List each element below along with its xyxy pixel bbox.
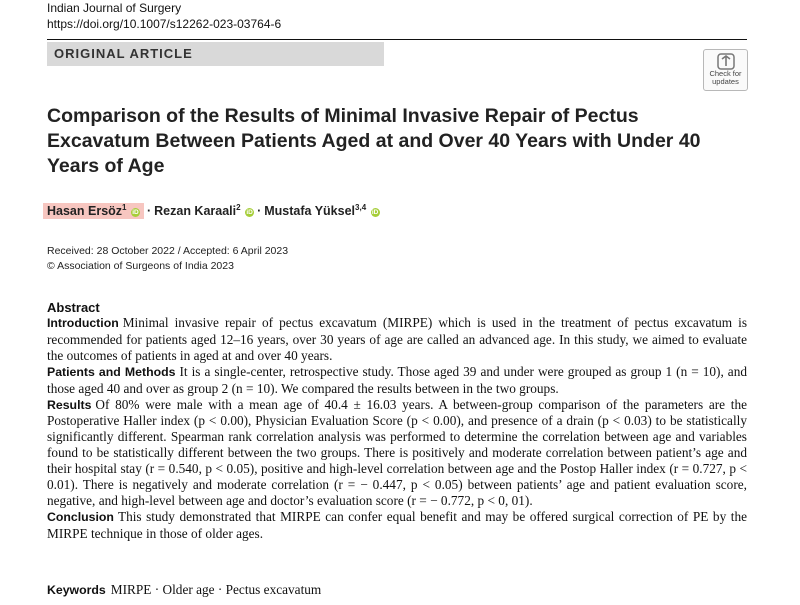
abstract-results [47, 397, 747, 509]
keywords-label: Keywords [47, 583, 106, 597]
check-updates-line1: Check for [709, 69, 742, 78]
keywords-text: MIRPE · Older age · Pectus excavatum [110, 582, 322, 597]
author-name: Hasan Ersöz [47, 204, 123, 218]
orcid-icon[interactable]: iD [132, 209, 139, 216]
abstract [47, 300, 747, 542]
author-name: Mustafa Yüksel [264, 204, 356, 218]
author-3[interactable] [264, 203, 379, 219]
section-text: Of 80% were male with a mean age of 40.4 ± 16.03 years. A between-group comparison of the parameters are the Postoperative Haller index (p < 0.00), Physician Evaluation Score (p < 0.00), and presence of a drain (p < 0.03) to be statistically significantly different. Spearman rank correlation analysis was performed to determine the correlation between age and variables found to be statistically different between the two groups. There is positively and moderate correlation between patient’s age and their hospital stay (r = 0.540, p < 0.05), positive and high-level correlation between age and the Postop Haller index (r = 0.727, p < 0.01). There is negatively and moderate correlation (r = − 0.447, p < 0.05) between patients’ age and patient evaluation score, negative, and high-level between age and doctor’s evaluation score (r = − 0.772, p < 0, 01). [47, 396, 747, 508]
section-label: Conclusion [47, 509, 114, 524]
author-separator: · [146, 204, 152, 218]
section-label: Results [47, 397, 92, 412]
author-1[interactable] [43, 203, 144, 219]
keywords [47, 582, 321, 598]
section-label: Introduction [47, 316, 119, 330]
article-dates: Received: 28 October 2022 / Accepted: 6 April 2023 [47, 245, 289, 257]
author-separator: · [257, 204, 262, 218]
section-label: Patients and Methods [47, 364, 176, 379]
section-text: Minimal invasive repair of pectus excavatum (MIRPE) which is used in the treatment of pectus excavatum is recommended for patients aged 12–16 years, over 30 years of age are called an advanced age. In this study, we aimed to evaluate the outcomes of patients in aged at and over 40 years. [47, 315, 747, 363]
check-updates-line2: updates [712, 77, 739, 86]
header-rule [47, 39, 747, 40]
article-type-banner: ORIGINAL ARTICLE [47, 42, 384, 66]
doi-link[interactable]: https://doi.org/10.1007/s12262-023-03764-6 [47, 17, 282, 31]
abstract-heading: Abstract [47, 300, 100, 315]
orcid-icon[interactable]: iD [246, 209, 253, 216]
author-affiliation: 1 [122, 202, 127, 212]
article-title: Comparison of the Results of Minimal Invasive Repair of Pectus Excavatum Between Patients Aged at and Over 40 Years with Under 40 Years of Age [47, 105, 701, 177]
section-text: This study demonstrated that MIRPE can confer equal benefit and may be offered surgical correction of PE by the MIRPE technique in those of older ages. [47, 508, 747, 541]
section-text: It is a single-center, retrospective study. Those aged 39 and under were grouped as group 1 (n = 10), and those aged 40 and over as group 2 (n = 10). We compared the results between in the two groups. [47, 363, 747, 396]
author-affiliation: 2 [236, 202, 241, 212]
abstract-conclusion [47, 509, 747, 542]
orcid-icon[interactable]: iD [371, 209, 379, 216]
author-name: Rezan Karaali [154, 204, 237, 218]
abstract-methods [47, 364, 747, 397]
crossmark-icon [717, 53, 735, 70]
author-2[interactable] [154, 203, 254, 219]
abstract-introduction [47, 315, 747, 364]
author-affiliation: 3,4 [355, 202, 367, 212]
check-for-updates-button[interactable] [703, 49, 748, 91]
copyright-notice: © Association of Surgeons of India 2023 [47, 260, 234, 272]
journal-name: Indian Journal of Surgery [47, 1, 182, 15]
author-list [47, 203, 380, 219]
